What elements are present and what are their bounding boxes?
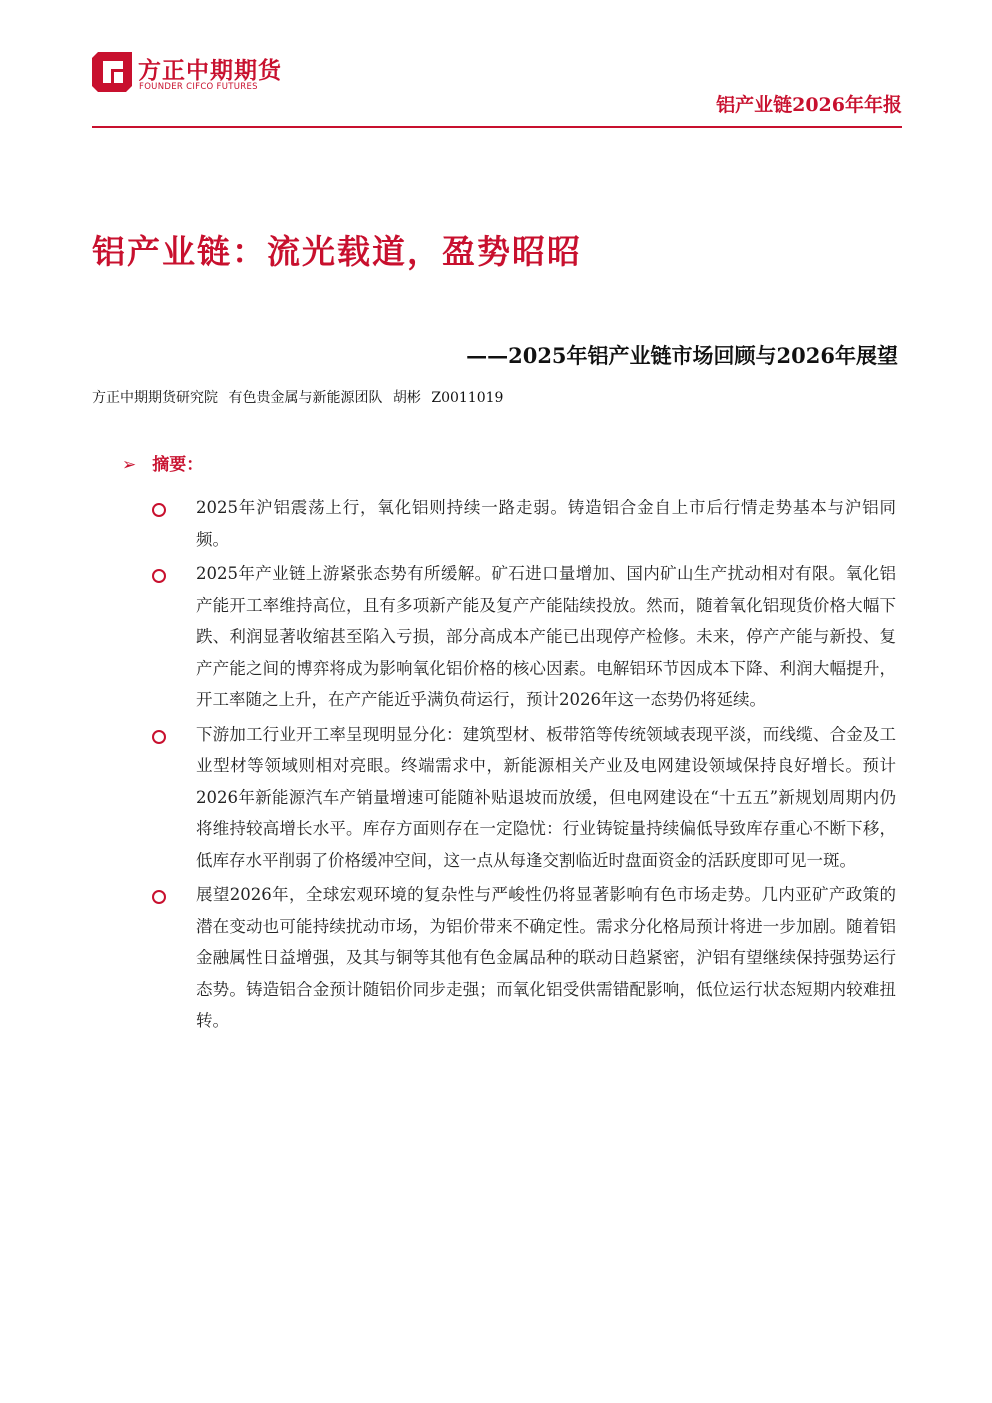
arrow-bullet-icon: ➢ <box>122 455 137 475</box>
abstract-list <box>152 492 896 1040</box>
abstract-heading <box>122 450 203 475</box>
abstract-heading-label: 摘要： <box>152 455 204 475</box>
header-divider <box>92 126 902 128</box>
company-logo <box>92 52 302 96</box>
logo-chinese-name: 方正中期期货 <box>138 58 282 84</box>
list-item <box>152 879 896 1037</box>
logo-english-name: FOUNDER CIFCO FUTURES <box>139 82 258 92</box>
list-item-text: 2025年产业链上游紧张态势有所缓解。矿石进口量增加、国内矿山生产扰动相对有限。氧化铝产能开工率维持高位，且有多项新产能及复产产能陆续投放。然而，随着氧化铝现货价格大幅下跌、利润显著收缩甚至陷入亏损，部分高成本产能已出现停产检修。未来，停产产能与新投、复产产能之间的博弈将成为影响氧化铝价格的核心因素。电解铝环节因成本下降、利润大幅提升，开工率随之上升，在产产能近乎满负荷运行，预计2026年这一态势仍将延续。 <box>196 564 896 709</box>
ring-bullet-icon <box>152 730 166 744</box>
founder-logo-icon <box>92 52 132 92</box>
list-item-text: 2025年沪铝震荡上行，氧化铝则持续一路走弱。铸造铝合金自上市后行情走势基本与沪铝同频。 <box>196 498 896 549</box>
ring-bullet-icon <box>152 890 166 904</box>
report-tag: 铝产业链2026年年报 <box>716 94 902 116</box>
ring-bullet-icon <box>152 503 166 517</box>
page-subtitle: ——2025年铝产业链市场回顾与2026年展望 <box>466 343 898 368</box>
list-item <box>152 492 896 555</box>
list-item-text: 展望2026年，全球宏观环境的复杂性与严峻性仍将显著影响有色市场走势。几内亚矿产政策的潜在变动也可能持续扰动市场，为铝价带来不确定性。需求分化格局预计将进一步加剧。随着铝金融属性日益增强，及其与铜等其他有色金属品种的联动日趋紧密，沪铝有望继续保持强势运行态势。铸造铝合金预计随铝价同步走强；而氧化铝受供需错配影响，低位运行状态短期内较难扭转。 <box>196 885 896 1030</box>
list-item-text: 下游加工行业开工率呈现明显分化：建筑型材、板带箔等传统领域表现平淡，而线缆、合金及工业型材等领域则相对亮眼。终端需求中，新能源相关产业及电网建设领域保持良好增长。预计2026年新能源汽车产销量增速可能随补贴退坡而放缓，但电网建设在“十五五”新规划周期内仍将维持较高增长水平。库存方面则存在一定隐忧：行业铸锭量持续偏低导致库存重心不断下移，低库存水平削弱了价格缓冲空间，这一点从每逢交割临近时盘面资金的活跃度即可见一斑。 <box>196 724 896 870</box>
author-line: 方正中期期货研究院 有色贵金属与新能源团队 胡彬 Z0011019 <box>92 390 504 406</box>
list-item <box>152 558 896 716</box>
page-title: 铝产业链：流光载道，盈势昭昭 <box>92 232 582 271</box>
ring-bullet-icon <box>152 569 166 583</box>
list-item <box>152 719 896 877</box>
